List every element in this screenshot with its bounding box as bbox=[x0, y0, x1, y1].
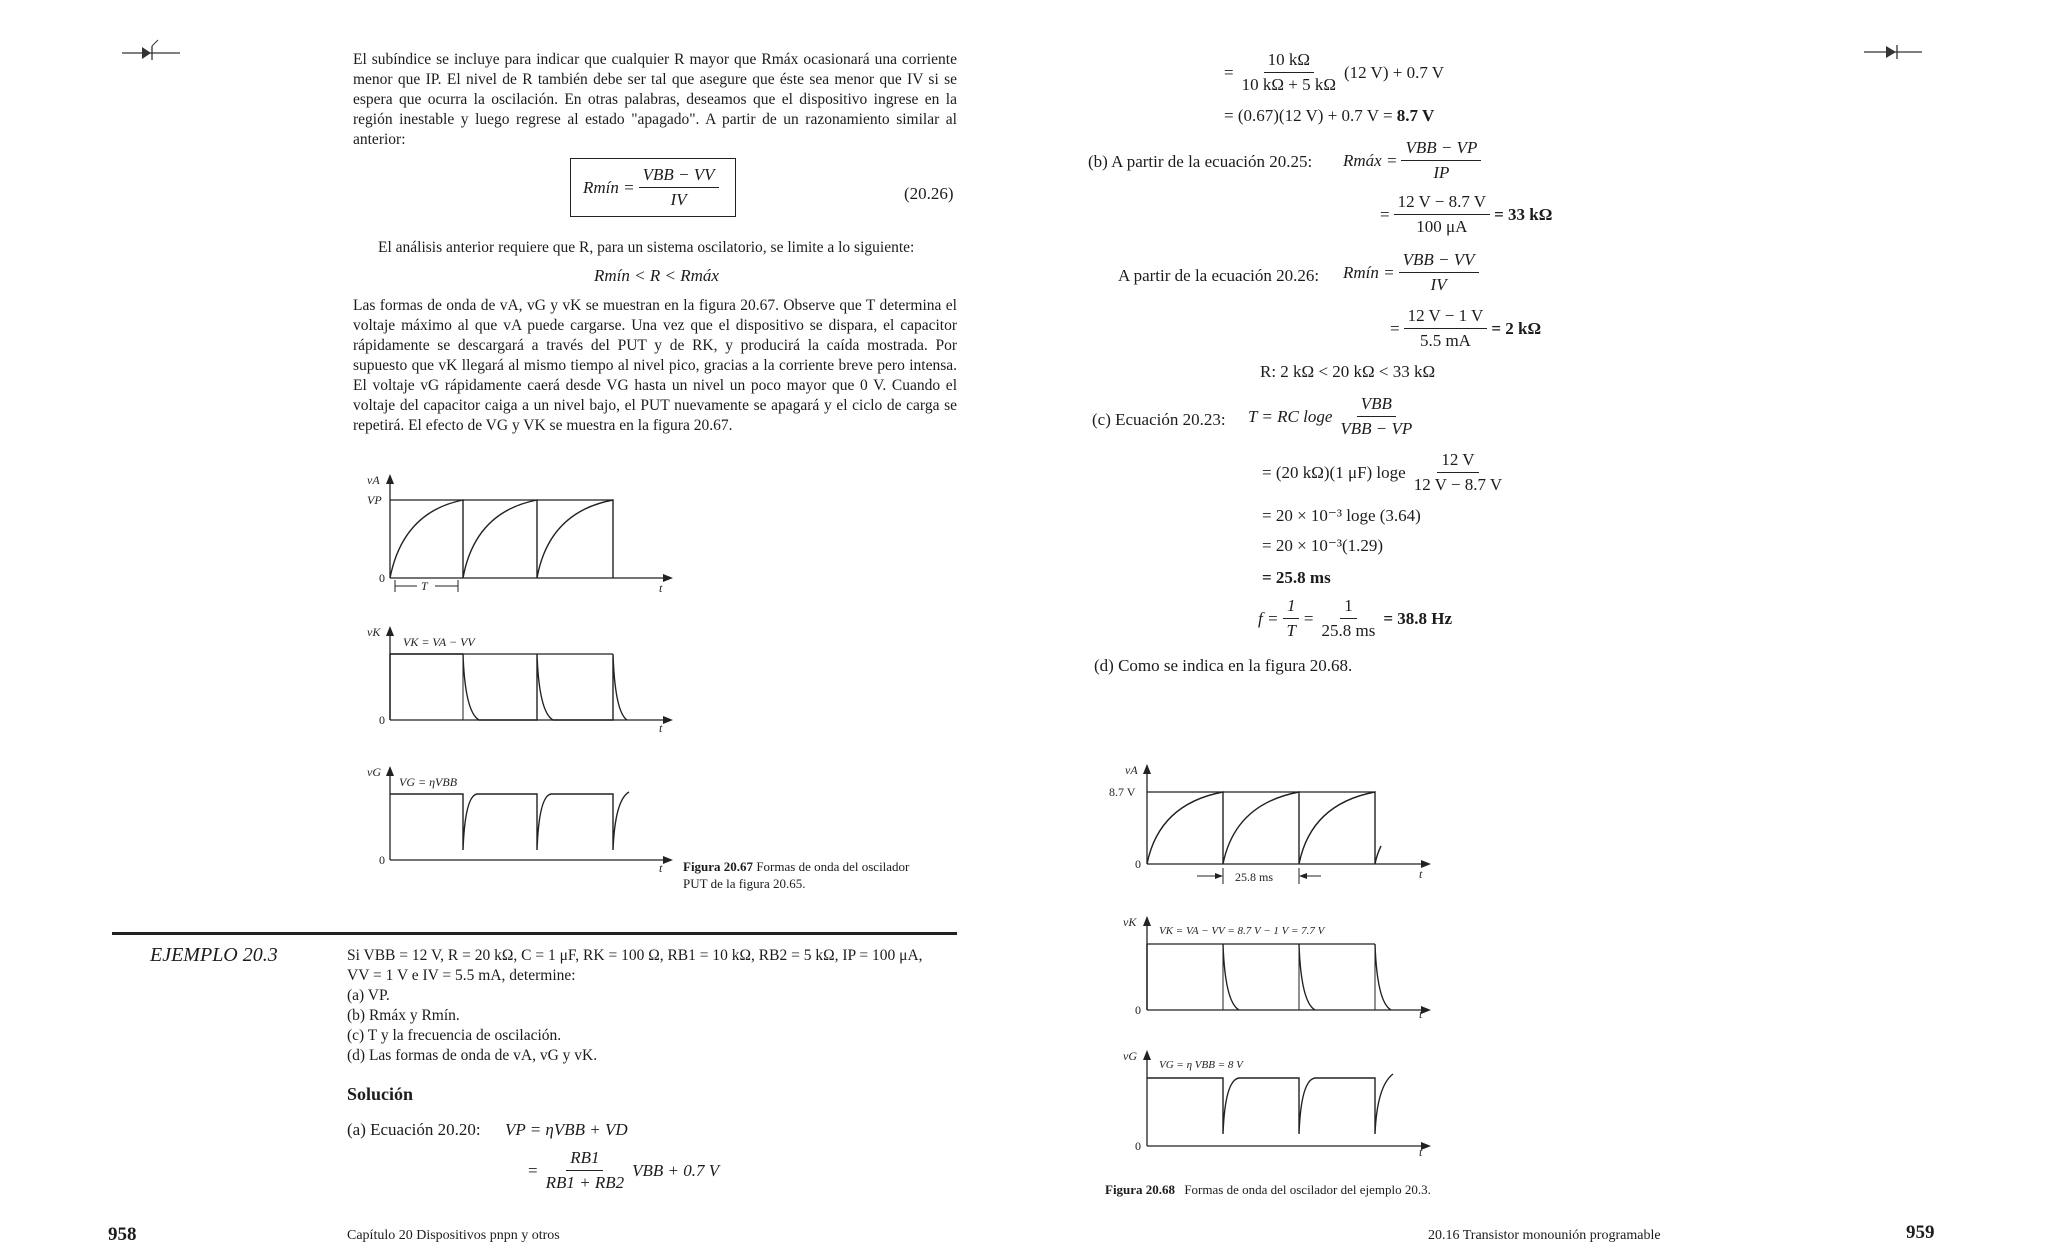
b-rmin-eq bbox=[1343, 250, 1483, 295]
b-rmin-den2: 5.5 mA bbox=[1419, 331, 1471, 350]
equation-number: (20.26) bbox=[904, 184, 954, 203]
example-statement-line1: Si VBB = 12 V, R = 20 kΩ, C = 1 μF, RK = 100 Ω, RB1 = 10 kΩ, RB2 = 5 kΩ, IP = 100 μA, bbox=[347, 947, 923, 964]
part-a-label: (a) Ecuación 20.20: bbox=[347, 1120, 481, 1139]
c-step1-fraction bbox=[1410, 450, 1506, 495]
example-item-b: (b) Rmáx y Rmín. bbox=[347, 1007, 460, 1024]
a-result bbox=[1224, 106, 1434, 126]
part-a-eq2-num: RB1 bbox=[566, 1148, 603, 1171]
fig2068-vk-origin: 0 bbox=[1135, 1003, 1141, 1017]
fig2067-caption-text: Formas de onda del oscilador PUT de la figura 20.65. bbox=[683, 859, 910, 891]
fig2067-vk-ylabel: vK bbox=[367, 625, 381, 639]
solution-heading: Solución bbox=[347, 1084, 414, 1104]
part-a-eq2-fraction bbox=[542, 1148, 629, 1193]
fig2067-caption bbox=[683, 858, 913, 892]
b-rmax-result: = 33 kΩ bbox=[1494, 204, 1553, 224]
example-item-c: (c) T y la frecuencia de oscilación. bbox=[347, 1027, 562, 1044]
fig2068-vk-t: t bbox=[1419, 1007, 1423, 1021]
fig2068-vg-plot bbox=[1105, 1046, 1445, 1166]
fig2067-period-label: T bbox=[421, 579, 428, 593]
b-rmax-eq bbox=[1343, 138, 1485, 183]
b-rmin-num2: 12 V − 1 V bbox=[1404, 306, 1488, 329]
b-rmax-fraction bbox=[1401, 138, 1481, 183]
waveforms-paragraph: Las formas de onda de vA, vG y vK se muestran en la figura 20.67. Observe que T determina el voltaje máximo al que vA puede cargarse. Una vez que el dispositivo se dispara, el capacitor rápidamente se descargará a través del PUT y de RK, y producirá la caída mostrada. Por supuesto que vK llegará al mismo tiempo al nivel pico, gracias a la corriente breve pero intensa. El voltaje vG rápidamente caerá desde VG hasta un nivel un poco mayor que 0 V. Cuando el voltaje del capacitor caiga a un nivel bajo, el PUT nuevamente se apagará y el ciclo de carga se repetirá. El efecto de VG y VK se muestra en la figura 20.67. bbox=[353, 297, 957, 434]
part-a-eq2-den: RB1 + RB2 bbox=[545, 1173, 625, 1192]
b-rmin-eq2: = $\frac{12 V - 1 V}{5.5 mA}$ = 2 kΩ bbox=[1390, 306, 1542, 350]
fig2068-caption bbox=[1105, 1182, 1431, 1198]
fig2068-va-t: t bbox=[1419, 867, 1423, 881]
fig2067-vg-formula: VG = ηVBB bbox=[399, 775, 458, 789]
b-rmin-lhs: Rmín = bbox=[1343, 262, 1395, 282]
c-step4: = 25.8 ms bbox=[1262, 568, 1331, 587]
fig2068-vg-ylabel: vG bbox=[1123, 1049, 1137, 1063]
c-step3: = 20 × 10⁻³(1.29) bbox=[1262, 536, 1384, 555]
diode-icon bbox=[1860, 40, 1930, 62]
c-label: (c) Ecuación 20.23: bbox=[1092, 410, 1226, 429]
intro-paragraph: El subíndice se incluye para indicar que cualquier R mayor que Rmáx ocasionará una corriente menor que IP. El nivel de R también debe ser tal que asegure que éste sea menor que IV si se espera que ocurra la oscilación. En otras palabras, deseamos que el dispositivo ingrese en la región inestable y luego regrese al estado "apagado". A partir de un razonamiento similar al anterior: bbox=[353, 51, 957, 148]
b-rmax-lhs: Rmáx = bbox=[1343, 150, 1398, 170]
fig2068-caption-label: Figura 20.68 bbox=[1105, 1182, 1176, 1197]
fig2068-vg-origin: 0 bbox=[1135, 1139, 1141, 1153]
fig2068-caption-text: Formas de onda del oscilador del ejemplo 20.3. bbox=[1184, 1182, 1431, 1197]
part-a-eq2-tail: VBB + 0.7 V bbox=[632, 1160, 720, 1180]
rmin-equation-box bbox=[570, 158, 736, 217]
fig2068-vk-ylabel: vK bbox=[1123, 915, 1137, 929]
d-text: (d) Como se indica en la figura 20.68. bbox=[1094, 656, 1353, 675]
rmin-denominator: IV bbox=[670, 190, 687, 209]
c-eq-lhs: T = RC loge bbox=[1248, 406, 1333, 426]
b-rmax-eq2: = $\frac{12 V - 8.7 V}{100 \mu A}$ = 33 kΩ bbox=[1380, 192, 1553, 236]
b-rmin-fraction2 bbox=[1404, 306, 1488, 351]
diode-icon bbox=[118, 36, 188, 62]
right-page-number: 959 bbox=[1906, 1222, 1935, 1243]
example-item-d: (d) Las formas de onda de vA, vG y vK. bbox=[347, 1047, 598, 1064]
example-statement-line2: VV = 1 V e IV = 5.5 mA, determine: bbox=[347, 967, 576, 984]
b-rmin-den: IV bbox=[1430, 275, 1447, 294]
fig2068-vk-formula: VK = VA − VV = 8.7 V − 1 V = 7.7 V bbox=[1159, 925, 1325, 937]
a-cont-den: 10 kΩ + 5 kΩ bbox=[1241, 75, 1336, 94]
b-rmax-fraction2 bbox=[1394, 192, 1490, 237]
f-num2: 1 bbox=[1340, 596, 1357, 619]
f-num1: 1 bbox=[1283, 596, 1300, 619]
f-den1: T bbox=[1286, 621, 1296, 640]
fig2067-va-plot bbox=[355, 470, 685, 595]
b-rmax-den: IP bbox=[1433, 163, 1450, 182]
a-cont-num: 10 kΩ bbox=[1264, 50, 1314, 73]
fig2068-vk-plot bbox=[1105, 912, 1445, 1022]
r-inequality: Rmín < R < Rmáx bbox=[594, 266, 719, 285]
fig2067-vg-plot bbox=[355, 762, 685, 882]
example-item-a: (a) VP. bbox=[347, 987, 390, 1004]
f-lhs: f = bbox=[1258, 608, 1279, 628]
b-rmax-den2: 100 μA bbox=[1416, 217, 1468, 236]
fig2067-vk-origin: 0 bbox=[379, 713, 385, 727]
fig2068-period-label: 25.8 ms bbox=[1235, 870, 1274, 884]
b-rmax-num2: 12 V − 8.7 V bbox=[1394, 192, 1490, 215]
frequency-eq: f = $\frac{1}{T}$ = $\frac{1}{25.8 ms}$ = 38.8 Hz bbox=[1258, 596, 1453, 640]
b-rmax-num: VBB − VP bbox=[1401, 138, 1481, 161]
fig2067-vk-plot bbox=[355, 622, 685, 732]
c-step2: = 20 × 10⁻³ loge (3.64) bbox=[1262, 506, 1421, 525]
fig2068-va-plot bbox=[1105, 760, 1445, 890]
part-a-eq2: = $\frac{RB1}{RB1 + RB2}$ VBB + 0.7 V bbox=[528, 1148, 720, 1192]
fig2068-vg-t: t bbox=[1419, 1145, 1423, 1159]
fig2067-va-level: VP bbox=[367, 493, 382, 507]
part-a-eq1: VP = ηVBB + VD bbox=[505, 1120, 628, 1139]
c-step1-head: = (20 kΩ)(1 μF) loge bbox=[1262, 462, 1406, 482]
left-page-number: 958 bbox=[108, 1224, 137, 1245]
f-fraction2 bbox=[1318, 596, 1380, 641]
left-footer: Capítulo 20 Dispositivos pnpn y otros bbox=[347, 1228, 560, 1243]
fig2067-va-ylabel: vA bbox=[367, 473, 380, 487]
fig2067-vk-t: t bbox=[659, 721, 663, 732]
analysis-sentence: El análisis anterior requiere que R, para un sistema oscilatorio, se limite a lo siguiente: bbox=[378, 239, 915, 256]
fig2067-vk-formula: VK = VA − VV bbox=[403, 635, 475, 649]
c-eq-fraction bbox=[1336, 394, 1416, 439]
a-result-plain: = (0.67)(12 V) + 0.7 V = bbox=[1224, 106, 1393, 125]
c-eq bbox=[1248, 394, 1420, 439]
fig2067-vg-t: t bbox=[659, 861, 663, 875]
fig2068-va-ylabel: vA bbox=[1125, 763, 1138, 777]
fig2067-vg-origin: 0 bbox=[379, 853, 385, 867]
example-divider bbox=[112, 932, 957, 935]
c-step1-den: 12 V − 8.7 V bbox=[1413, 475, 1503, 494]
f-fraction1 bbox=[1282, 596, 1299, 641]
a-cont-fraction bbox=[1238, 50, 1340, 95]
a-cont-tail: (12 V) + 0.7 V bbox=[1343, 62, 1445, 82]
rmin-lhs: Rmín = bbox=[583, 177, 635, 197]
fig2067-vg-ylabel: vG bbox=[367, 765, 381, 779]
a-result-bold: 8.7 V bbox=[1396, 106, 1435, 125]
b-rmin-result: = 2 kΩ bbox=[1491, 318, 1542, 338]
rmin-numerator: VBB − VV bbox=[639, 165, 719, 188]
f-result: = 38.8 Hz bbox=[1383, 608, 1453, 628]
example-statement bbox=[347, 946, 962, 1066]
b-rmin-num: VBB − VV bbox=[1399, 250, 1479, 273]
right-footer: 20.16 Transistor monounión programable bbox=[1428, 1228, 1661, 1243]
fig2068-va-origin: 0 bbox=[1135, 857, 1141, 871]
a-cont-eq: = $\frac{10 k\Omega}{10 k\Omega + 5 k\Omega}$ (12 V) + 0.7 V bbox=[1224, 50, 1445, 94]
c-step1-num: 12 V bbox=[1437, 450, 1478, 473]
r-range: R: 2 kΩ < 20 kΩ < 33 kΩ bbox=[1260, 362, 1436, 381]
fig2068-vg-formula: VG = η VBB = 8 V bbox=[1159, 1059, 1243, 1071]
b2-label: A partir de la ecuación 20.26: bbox=[1118, 266, 1320, 285]
example-title: EJEMPLO 20.3 bbox=[150, 944, 278, 966]
fig2067-va-t: t bbox=[659, 581, 663, 595]
fig2068-va-level: 8.7 V bbox=[1109, 785, 1136, 799]
rmin-fraction bbox=[639, 165, 719, 210]
c-step1 bbox=[1262, 450, 1510, 495]
b-rmin-fraction bbox=[1399, 250, 1479, 295]
f-den2: 25.8 ms bbox=[1321, 621, 1376, 640]
b-label: (b) A partir de la ecuación 20.25: bbox=[1088, 152, 1313, 171]
fig2067-va-origin: 0 bbox=[379, 571, 385, 585]
fig2067-caption-label: Figura 20.67 bbox=[683, 859, 754, 874]
c-eq-den: VBB − VP bbox=[1340, 419, 1413, 438]
c-eq-num: VBB bbox=[1357, 394, 1396, 417]
